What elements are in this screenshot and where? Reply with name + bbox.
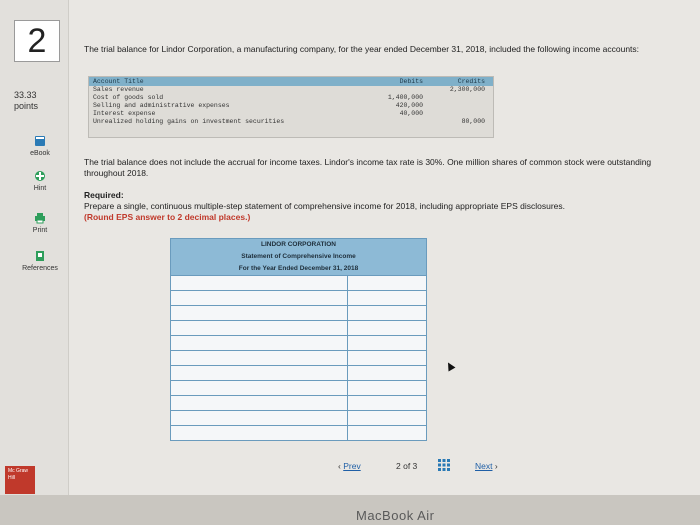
publisher-logo: Mc Graw Hill (5, 466, 35, 494)
chevron-left-icon: ‹ (338, 461, 341, 471)
question-sidebar (0, 0, 69, 495)
ebook-label: eBook (30, 150, 50, 157)
account-title: Cost of goods sold (93, 94, 164, 101)
worksheet-row (171, 305, 426, 320)
credit-value: 80,000 (461, 118, 485, 125)
trial-balance-header (89, 77, 493, 86)
statement-period: For the Year Ended December 31, 2018 (238, 265, 359, 272)
print-label: Print (32, 227, 48, 234)
problem-intro: The trial balance for Lindor Corporation, a manufacturing company, for the year ended December 31, 2018, included the following income accounts: (84, 44, 640, 54)
credit-value: 2,300,000 (449, 86, 485, 93)
debit-value: 1,400,000 (387, 94, 423, 101)
header-account: Account Title (93, 78, 144, 85)
worksheet-row (171, 290, 426, 305)
header-debits: Debits (399, 78, 423, 85)
references-label: References (22, 265, 58, 272)
prev-label: Prev (343, 461, 361, 471)
account-title: Selling and administrative expenses (93, 102, 230, 109)
line-item-input[interactable] (171, 411, 348, 425)
references-button[interactable] (14, 250, 66, 272)
required-label: Required: (84, 190, 124, 200)
trial-balance (88, 76, 494, 138)
statement-header (171, 239, 426, 275)
problem-details: The trial balance does not include the accrual for income taxes. Lindor's income tax rate is 30%. One million shares of common stock were outstanding throughout 2018. (84, 157, 652, 178)
account-title: Unrealized holding gains on investment securities (93, 118, 285, 125)
table-row (89, 94, 493, 102)
line-item-input[interactable] (171, 426, 348, 440)
amount-input[interactable] (348, 351, 426, 365)
page-position: 2 of 3 (396, 461, 418, 471)
account-title: Interest expense (93, 110, 156, 117)
points-value: 33.33 (14, 90, 37, 100)
rounding-note: (Round EPS answer to 2 decimal places.) (84, 212, 251, 222)
amount-input[interactable] (348, 276, 426, 290)
amount-input[interactable] (348, 411, 426, 425)
line-item-input[interactable] (171, 306, 348, 320)
chevron-right-icon: › (494, 461, 498, 471)
next-button[interactable] (475, 461, 498, 471)
hint-label: Hint (33, 185, 47, 192)
amount-input[interactable] (348, 306, 426, 320)
statement-subtitle: Statement of Comprehensive Income (241, 253, 356, 260)
grid-icon[interactable] (438, 459, 450, 471)
line-item-input[interactable] (171, 396, 348, 410)
worksheet-row (171, 425, 426, 440)
line-item-input[interactable] (171, 321, 348, 335)
statement-worksheet (170, 238, 427, 441)
ebook-button[interactable] (20, 135, 60, 157)
worksheet-row (171, 350, 426, 365)
statement-title: LINDOR CORPORATION (261, 241, 336, 248)
mouse-cursor-icon (445, 361, 456, 372)
points (14, 90, 38, 112)
next-label: Next (475, 461, 493, 471)
required-instructions: Prepare a single, continuous multiple-step statement of comprehensive income for 2018, including appropriate EPS disclosures. (84, 201, 565, 211)
amount-input[interactable] (348, 291, 426, 305)
worksheet-row (171, 380, 426, 395)
device-bezel-label: MacBook Air (356, 508, 435, 523)
print-button[interactable] (20, 212, 60, 234)
debit-value: 420,000 (395, 102, 423, 109)
points-label: points (14, 101, 39, 111)
references-icon (33, 250, 47, 262)
hint-button[interactable] (20, 170, 60, 192)
table-row (89, 102, 493, 110)
line-item-input[interactable] (171, 291, 348, 305)
line-item-input[interactable] (171, 276, 348, 290)
amount-input[interactable] (348, 381, 426, 395)
worksheet-row (171, 275, 426, 290)
amount-input[interactable] (348, 396, 426, 410)
required-text (84, 201, 664, 223)
question-number: 2 (14, 20, 60, 62)
worksheet-row (171, 395, 426, 410)
book-icon (33, 135, 47, 147)
prev-button[interactable] (338, 461, 361, 471)
line-item-input[interactable] (171, 336, 348, 350)
account-title: Sales revenue (93, 86, 144, 93)
header-credits: Credits (457, 78, 485, 85)
worksheet-row (171, 365, 426, 380)
worksheet-row (171, 335, 426, 350)
amount-input[interactable] (348, 321, 426, 335)
table-row (89, 110, 493, 118)
table-row (89, 86, 493, 94)
amount-input[interactable] (348, 336, 426, 350)
amount-input[interactable] (348, 366, 426, 380)
hint-icon (33, 170, 47, 182)
line-item-input[interactable] (171, 366, 348, 380)
debit-value: 40,000 (399, 110, 423, 117)
table-row (89, 118, 493, 126)
worksheet-row (171, 320, 426, 335)
print-icon (33, 212, 47, 224)
worksheet-row (171, 410, 426, 425)
line-item-input[interactable] (171, 381, 348, 395)
line-item-input[interactable] (171, 351, 348, 365)
amount-input[interactable] (348, 426, 426, 440)
